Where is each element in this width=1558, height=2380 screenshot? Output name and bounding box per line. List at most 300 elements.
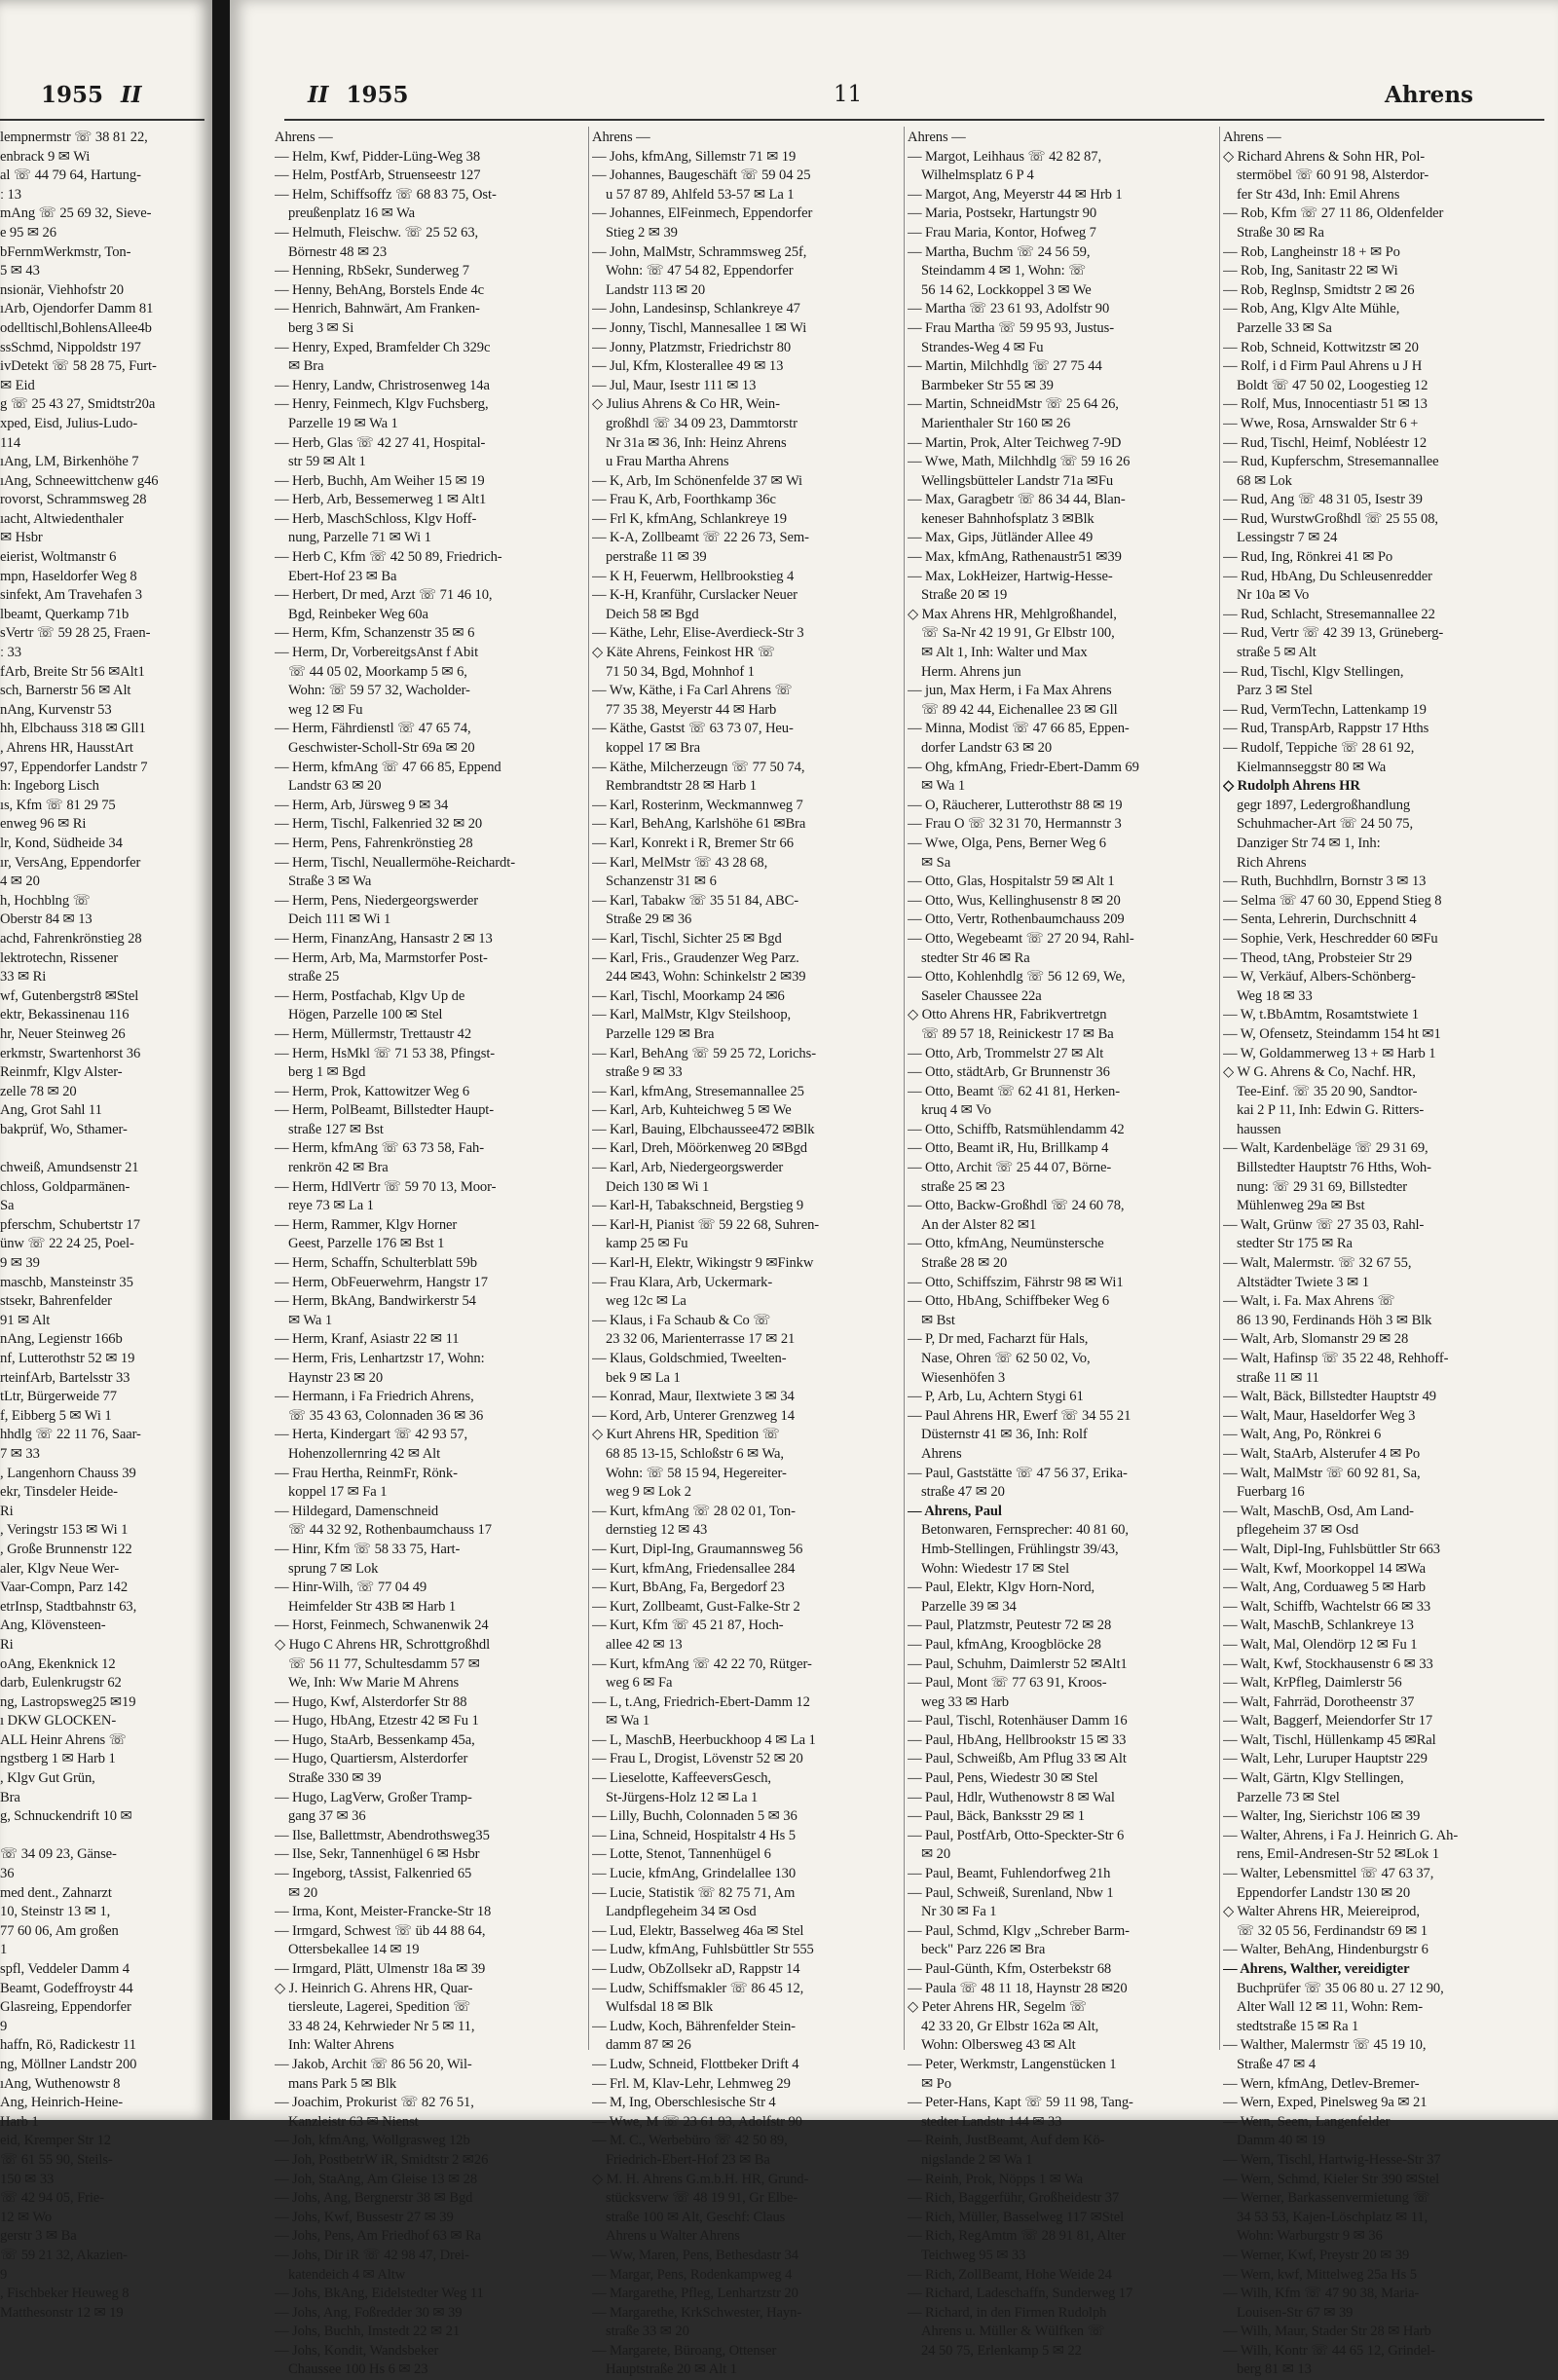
directory-entry-line: 9 (0, 2266, 8, 2283)
directory-entry-line: — Walt, Lehr, Luruper Hauptstr 229 (1223, 1751, 1428, 1767)
directory-entry-line: ː 13 (0, 186, 21, 203)
directory-entry-line: ngstberg 1 ✉ Harb 1 (0, 1751, 116, 1767)
directory-entry-line: Högen, Parzelle 100 ✉ Stel (288, 1007, 443, 1023)
directory-entry-line: ✉ Eid (0, 377, 35, 393)
directory-entry-line: — Walt, Maur, Haseldorfer Weg 3 (1223, 1407, 1416, 1424)
directory-entry-line: — Peter, Werkmstr, Langenstücken 1 (908, 2056, 1117, 2072)
directory-entry-line: nung, Parzelle 71 ✉ Wi 1 (288, 530, 431, 546)
directory-entry-line: Hmb-Stellingen, Frühlingstr 39/43, (921, 1541, 1119, 1557)
directory-entry-line: — Rob, Langheinstr 18 + ✉ Po (1223, 243, 1400, 260)
directory-entry-line: — Herm, kfmAng ☏ 63 73 58, Fah- (275, 1140, 484, 1157)
directory-entry-line: ✉ Sa (921, 854, 951, 871)
directory-entry-line: — Herm, PolBeamt, Billstedter Haupt- (275, 1102, 494, 1119)
directory-entry-line: — Paul, kfmAng, Kroogblöcke 28 (908, 1636, 1101, 1653)
directory-entry-line: — Henny, BehAng, Borstels Ende 4c (275, 281, 485, 298)
directory-entry-line: ◇ Max Ahrens HR, Mehlgroßhandel, (908, 606, 1117, 622)
directory-entry-line: — Richard, in den Firmen Rudolph (908, 2304, 1107, 2321)
directory-entry-line: bek 9 ✉ La 1 (606, 1369, 681, 1386)
directory-entry-line: etrInsp, Stadtbahnstr 63, (0, 1598, 137, 1615)
directory-entry-line: ☏ 44 05 02, Moorkamp 5 ✉ 6, (288, 663, 467, 680)
directory-entry-line: — Rich, RegAmtm ☏ 28 91 81, Alter (908, 2228, 1126, 2245)
directory-entry-line: — Lieselotte, KaffeeversGesch, (592, 1770, 771, 1787)
directory-entry-line: nung: ☏ 29 31 69, Billstedter (1237, 1178, 1408, 1195)
directory-entry-line: ✉ Bra (288, 358, 324, 375)
directory-entry-line: An der Alster 82 ✉1 (921, 1216, 1037, 1233)
directory-entry-line: Eppendorfer Landstr 130 ✉ 20 (1237, 1884, 1411, 1901)
directory-entry-line: — Walt, StaArb, Alsterufer 4 ✉ Po (1223, 1445, 1421, 1462)
directory-entry-line: — W, Goldammerweg 13 + ✉ Harb 1 (1223, 1045, 1436, 1061)
directory-entry-line: — Ludw, Schiffsmakler ☏ 86 45 12, (592, 1980, 804, 1996)
directory-entry-line: ıAng, LM, Birkenhöhe 7 (0, 454, 139, 470)
directory-entry-line: — Helm, PostfArb, Struenseestr 127 (275, 167, 481, 184)
directory-entry-line: stedtstraße 15 ✉ Ra 1 (1237, 2018, 1359, 2034)
directory-entry-line: gegr 1897, Ledergroßhandlung (1237, 797, 1411, 813)
directory-entry-line: — Senta, Lehrerin, Durchschnitt 4 (1223, 911, 1417, 928)
directory-entry-line: — W, Verkäuf, Albers-Schönberg- (1223, 969, 1416, 985)
directory-entry-line: — Kurt, BbAng, Fa, Bergedorf 23 (592, 1580, 785, 1596)
directory-entry-line: — Herm, Fris, Lenhartzstr 17, Wohn: (275, 1351, 485, 1366)
directory-entry-line: — Herm, HdlVertr ☏ 59 70 13, Moor- (275, 1178, 497, 1195)
directory-entry-line: — Ohg, kfmAng, Friedr-Ebert-Damm 69 (908, 759, 1139, 775)
directory-entry-line: — Henning, RbSekr, Sunderweg 7 (275, 263, 469, 279)
directory-entry-line: gerstr 3 ✉ Ba (0, 2228, 77, 2245)
directory-entry-line: — Ww, Käthe, i Fa Carl Ahrens ☏ (592, 683, 793, 699)
directory-entry-line: — Herm, Schaffn, Schulterblatt 59b (275, 1255, 477, 1272)
directory-entry-line: — Paul, Bäck, Banksstr 29 ✉ 1 (908, 1808, 1086, 1825)
directory-entry-line: berg 81 ✉ 13 (1237, 2361, 1312, 2378)
directory-entry-line: — Karl, BehAng, Karlshöhe 61 ✉Bra (592, 816, 806, 833)
directory-entry-line: — Karl, Rosterinm, Weckmannweg 7 (592, 797, 803, 813)
directory-entry-line: chweiß, Amundsenstr 21 (0, 1160, 139, 1176)
directory-entry-line: ☏ 32 05 56, Ferdinandstr 69 ✉ 1 (1237, 1922, 1428, 1939)
directory-entry-line: straße 11 ✉ 11 (1237, 1369, 1319, 1386)
directory-entry-line: Reinmfr, Klgv Alster- (0, 1064, 123, 1081)
directory-entry-line: oAng, Ekenknick 12 (0, 1655, 116, 1672)
directory-entry-line: nAng, Kurvenstr 53 (0, 701, 112, 718)
directory-entry-line: — Otto, Backw-Großhdl ☏ 24 60 78, (908, 1198, 1125, 1214)
directory-column-2 (592, 129, 900, 2380)
directory-entry-line: — Paul, Platzmstr, Peutestr 72 ✉ 28 (908, 1618, 1112, 1634)
directory-entry-line: — Johs, Kwf, Bussestr 27 ✉ 39 (275, 2209, 454, 2225)
directory-entry-line: dorfer Landstr 63 ✉ 20 (921, 740, 1053, 756)
directory-entry-line: — Frau O ☏ 32 31 70, Hermannstr 3 (908, 816, 1122, 833)
directory-entry-line: Ahrens — (908, 130, 966, 145)
directory-entry-line: — Margarethe, Pfleg, Lenhartzstr 20 (592, 2286, 798, 2302)
directory-entry-line: Friedrich-Ebert-Hof 23 ✉ Ba (606, 2151, 770, 2168)
directory-entry-line: 150 ✉ 33 (0, 2171, 55, 2187)
directory-entry-line: enweg 96 ✉ Ri (0, 816, 87, 833)
directory-entry-line: — Paul, Schmd, Klgv „Schreber Barm- (908, 1922, 1130, 1939)
directory-entry-line: — Rob, Schneid, Kottwitzstr ✉ 20 (1223, 339, 1419, 355)
directory-entry-line: — Herm, HsMkl ☏ 71 53 38, Pfingst- (275, 1045, 496, 1061)
directory-entry-line: — Wern, Exped, Pinelsweg 9a ✉ 21 (1223, 2095, 1428, 2111)
directory-entry-line: — Klaus, Goldschmied, Tweelten- (592, 1351, 787, 1366)
directory-entry-line: Rich Ahrens (1237, 854, 1307, 871)
directory-entry-line: wf, Gutenbergstr8 ✉Stel (0, 987, 139, 1004)
directory-entry-line: ır, VersAng, Eppendorfer (0, 854, 141, 871)
directory-entry-line: — Rudolf, Teppiche ☏ 28 61 92, (1223, 740, 1415, 756)
directory-entry-line: großhdl ☏ 34 09 23, Dammtorstr (606, 415, 798, 431)
directory-entry-line: — Walt, i. Fa. Max Ahrens ☏ (1223, 1293, 1395, 1310)
directory-entry-line: bFernmWerkmstr, Ton- (0, 243, 131, 260)
directory-entry-line: ✉ Hsbr (0, 530, 43, 546)
directory-entry-line: — Rud, Kupferschm, Stresemannallee (1223, 454, 1439, 470)
directory-entry-line: f, Eibberg 5 ✉ Wi 1 (0, 1407, 112, 1424)
directory-entry-line: — Herb, Buchh, Am Weiher 15 ✉ 19 (275, 472, 485, 489)
directory-entry-line: Deich 58 ✉ Bgd (606, 606, 699, 622)
directory-entry-line (0, 1139, 204, 1159)
directory-entry-line: — Otto, kfmAng, Neumünstersche (908, 1236, 1104, 1252)
directory-entry-line: — Walter, Ing, Sierichstr 106 ✉ 39 (1223, 1808, 1421, 1825)
directory-entry-line: — Martin, SchneidMstr ☏ 25 64 26, (908, 396, 1119, 413)
directory-entry-line: — Hugo, Quartiersm, Alsterdorfer (275, 1751, 468, 1767)
directory-entry-line: straße 5 ✉ Alt (1237, 645, 1317, 661)
directory-entry-line: — Ludw, ObZollsekr aD, Rappstr 14 (592, 1961, 800, 1977)
right-header-volume: II (308, 82, 329, 108)
directory-entry-line: dernstieg 12 ✉ 43 (606, 1522, 708, 1539)
directory-entry-line: Straße 28 ✉ 20 (921, 1255, 1008, 1272)
directory-entry-line: ng, Möllner Landstr 200 (0, 2056, 137, 2072)
directory-entry-line: — Ludw, Schneid, Flottbeker Drift 4 (592, 2056, 799, 2072)
directory-entry-line: — Henry, Feinmech, Klgv Fuchsberg, (275, 396, 489, 413)
directory-entry-line: Wohn: Wiedestr 17 ✉ Stel (921, 1560, 1070, 1577)
directory-entry-line: reye 73 ✉ La 1 (288, 1198, 374, 1214)
directory-entry-line: — Walt, Kwf, Stockhausenstr 6 ✉ 33 (1223, 1655, 1433, 1672)
page-surname-heading: Ahrens (1385, 82, 1473, 108)
directory-entry-line: — Otto, Arb, Trommelstr 27 ✉ Alt (908, 1045, 1104, 1061)
directory-entry-line: — Jonny, Tischl, Mannesallee 1 ✉ Wi (592, 319, 807, 336)
directory-entry-line: — Irma, Kont, Meister-Francke-Str 18 (275, 1904, 492, 1920)
directory-entry-line: al ☏ 44 79 64, Hartung- (0, 167, 141, 184)
directory-entry-line: We, Inh: Ww Marie M Ahrens (288, 1675, 460, 1692)
directory-entry-line: rovorst, Schrammsweg 28 (0, 492, 147, 508)
directory-entry-line: Ahrens u Walter Ahrens (606, 2228, 740, 2245)
directory-entry-line: — Walt, Grünw ☏ 27 35 03, Rahl- (1223, 1216, 1425, 1233)
directory-entry-line: — Lotte, Stenot, Tannenhügel 6 (592, 1846, 771, 1863)
directory-entry-line: Chaussee 100 Hs 6 ✉ 23 (288, 2361, 428, 2378)
directory-entry-line: Tee-Einf. ☏ 35 20 90, Sandtor- (1237, 1083, 1418, 1099)
directory-entry-line: eid, Kremper Str 12 (0, 2133, 112, 2149)
directory-entry-line: — Rich, ZollBeamt, Hohe Weide 24 (908, 2266, 1112, 2283)
directory-entry-line: 68 85 13-15, Schloßstr 6 ✉ Wa, (606, 1445, 784, 1462)
directory-entry-line: — Karl, Arb, Kuhteichweg 5 ✉ We (592, 1102, 792, 1119)
directory-entry-line: weg 33 ✉ Harb (921, 1693, 1009, 1710)
directory-entry-line: weg 12c ✉ La (606, 1293, 686, 1310)
directory-entry-line: Parzelle 19 ✉ Wa 1 (288, 415, 398, 431)
directory-entry-line: — Herbert, Dr med, Arzt ☏ 71 46 10, (275, 587, 493, 604)
book-gutter (212, 0, 230, 2120)
directory-entry-line: — Wwe, Olga, Pens, Berner Weg 6 (908, 835, 1106, 851)
directory-entry-line: Düsternstr 41 ✉ 36, Inh: Rolf (921, 1427, 1088, 1443)
directory-entry-line: med dent., Zahnarzt (0, 1884, 112, 1901)
directory-entry-line: — Walt, Gärtn, Klgv Stellingen, (1223, 1770, 1404, 1787)
directory-entry-line: — Joh, PostbetrW iR, Smidtstr 2 ✉26 (275, 2151, 489, 2168)
directory-entry-line: Deich 111 ✉ Wi 1 (288, 911, 391, 928)
directory-entry-line: stsekr, Bahrenfelder (0, 1293, 112, 1310)
directory-entry-line: ✉ Bst (921, 1312, 955, 1328)
directory-entry-line: ◇ Hugo C Ahrens HR, Schrottgroßhdl (275, 1636, 491, 1653)
directory-entry-line: ◇ Peter Ahrens HR, Segelm ☏ (908, 1999, 1088, 2016)
directory-entry-line: — Otto, städtArb, Gr Brunnenstr 36 (908, 1064, 1110, 1081)
directory-entry-line: Altstädter Twiete 3 ✉ 1 (1237, 1274, 1369, 1290)
directory-entry-line: Geest, Parzelle 176 ✉ Bst 1 (288, 1236, 445, 1252)
directory-entry-line: nAng, Legienstr 166b (0, 1331, 123, 1348)
directory-entry-line: 56 14 62, Lockkoppel 3 ✉ We (921, 281, 1092, 298)
directory-entry-line: ☏ 89 57 18, Reinickestr 17 ✉ Ba (921, 1025, 1114, 1042)
directory-entry-line: straße 25 ✉ 23 (921, 1178, 1005, 1195)
directory-entry-line: nsionär, Viehhofstr 20 (0, 281, 124, 298)
directory-entry-line: — Walt, Kardenbeläge ☏ 29 31 69, (1223, 1140, 1428, 1157)
directory-entry-line: Ahrens — (275, 130, 333, 145)
directory-entry-line: — Wern, Seem, Langenfelder (1223, 2113, 1391, 2130)
directory-entry-line: 33 ✉ Ri (0, 969, 47, 985)
directory-entry-line: Sa (0, 1198, 15, 1214)
directory-entry-line: stermöbel ☏ 60 91 98, Alsterdor- (1237, 167, 1429, 184)
directory-entry-line: — P, Dr med, Facharzt für Hals, (908, 1331, 1089, 1348)
directory-entry-line: — Rud, Ing, Rönkrei 41 ✉ Po (1223, 549, 1393, 566)
directory-entry-line: — Paul, Pens, Wiedestr 30 ✉ Stel (908, 1770, 1098, 1787)
directory-entry-line: 10, Steinstr 13 ✉ 1, (0, 1904, 111, 1920)
directory-entry-line: mpn, Haseldorfer Weg 8 (0, 568, 137, 584)
directory-entry-line: — Rolf, i d Firm Paul Ahrens u J H (1223, 358, 1423, 375)
directory-entry-line: Landstr 113 ✉ 20 (606, 281, 706, 298)
directory-entry-line: Straße 20 ✉ 19 (921, 587, 1008, 604)
directory-entry-line: — Käthe, Lehr, Elise-Averdieck-Str 3 (592, 625, 804, 642)
directory-entry-line: Ebert-Hof 23 ✉ Ba (288, 568, 397, 584)
directory-entry-line: berg 1 ✉ Bgd (288, 1064, 366, 1081)
directory-entry-line: 42 33 20, Gr Elbstr 162a ✉ Alt, (921, 2018, 1099, 2034)
directory-entry-line: — Rud, VermTechn, Lattenkamp 19 (1223, 701, 1427, 718)
directory-entry-line: 68 ✉ Lok (1237, 472, 1292, 489)
directory-entry-line: — Peter-Hans, Kapt ☏ 59 11 98, Tang- (908, 2095, 1133, 2111)
directory-entry-line: — Herta, Kindergart ☏ 42 93 57, (275, 1427, 468, 1443)
directory-entry-line: koppel 17 ✉ Bra (606, 740, 701, 756)
directory-entry-line: — Walter, Ahrens, i Fa J. Heinrich G. Ah- (1223, 1827, 1459, 1843)
directory-entry-line: — Henry, Exped, Bramfelder Ch 329c (275, 339, 491, 355)
directory-entry-line: — M, Ing, Oberschlesische Str 4 (592, 2095, 776, 2111)
directory-entry-line: Straße 3 ✉ Wa (288, 874, 372, 890)
directory-entry-line: — Johs, Buchh, Imstedt 22 ✉ 21 (275, 2324, 461, 2340)
directory-entry-line: 86 13 90, Ferdinands Höh 3 ✉ Blk (1237, 1312, 1432, 1328)
directory-entry-line: Ahrens — (592, 130, 650, 145)
directory-entry-line: — Joh, kfmAng, Wollgrasweg 12b (275, 2133, 470, 2149)
directory-entry-line: hhdlg ☏ 22 11 76, Saar- (0, 1427, 141, 1443)
directory-entry-line: Wilhelmsplatz 6 P 4 (921, 167, 1034, 184)
directory-entry-line: — Jonny, Platzmstr, Friedrichstr 80 (592, 339, 792, 355)
directory-entry-line: ☏ 42 94 05, Frie- (0, 2190, 104, 2207)
directory-entry-line: — Rud, Vertr ☏ 42 39 13, Grüneberg- (1223, 625, 1444, 642)
directory-entry-line: — Frau Maria, Kontor, Hofweg 7 (908, 224, 1096, 241)
directory-entry-line: achd, Fahrenkrönstieg 28 (0, 930, 142, 947)
directory-entry-line: ◇ M. H. Ahrens G.m.b.H. HR, Grund- (592, 2171, 809, 2187)
directory-entry-line: Danziger Str 74 ✉ 1, Inh: (1237, 835, 1381, 851)
directory-entry-line: — K-H, Kranführ, Curslacker Neuer (592, 587, 798, 604)
directory-entry-line: — Herb, Glas ☏ 42 27 41, Hospital- (275, 434, 486, 451)
directory-entry-line: Inh: Walter Ahrens (288, 2037, 394, 2054)
directory-entry-line: Wohn: Warburgstr 9 ✉ 36 (1237, 2228, 1383, 2245)
directory-entry-line: stedter Str 175 ✉ Ra (1237, 1236, 1353, 1252)
directory-entry-line: — John, Landesinsp, Schlankreye 47 (592, 301, 800, 317)
directory-entry-line: — Frau K, Arb, Foorthkamp 36c (592, 492, 776, 508)
directory-entry-line: — Frau Martha ☏ 59 95 93, Justus- (908, 319, 1114, 336)
directory-entry-line: sprung 7 ✉ Lok (288, 1560, 379, 1577)
directory-entry-line: — Wilh, Maur, Stader Str 28 ✉ Harb (1223, 2324, 1431, 2340)
directory-entry-line: — Lucie, Statistik ☏ 82 75 71, Am (592, 1884, 796, 1901)
directory-entry-line: — Jakob, Archit ☏ 86 56 20, Wil- (275, 2056, 472, 2072)
directory-entry-line: — Otto, Glas, Hospitalstr 59 ✉ Alt 1 (908, 874, 1115, 890)
directory-entry-line: ◇ Kurt Ahrens HR, Spedition ☏ (592, 1427, 780, 1443)
directory-entry-line: — Frl. M, Klav-Lehr, Lehmweg 29 (592, 2075, 791, 2092)
directory-entry-line: — O, Räucherer, Lutterothstr 88 ✉ 19 (908, 797, 1123, 813)
directory-entry-line: ☏ 59 21 32, Akazien- (0, 2247, 128, 2263)
directory-entry-line: — Paul, Schweiß, Surenland, Nbw 1 (908, 1884, 1114, 1901)
directory-entry-line: ☏ 34 09 23, Gänse- (0, 1846, 117, 1863)
directory-entry-line: Ri (0, 1503, 14, 1519)
directory-entry-line: — Walter, BehAng, Hindenburgstr 6 (1223, 1942, 1428, 1958)
directory-entry-line: — Henry, Landw, Christrosenweg 14a (275, 377, 490, 393)
directory-entry-line: — Johs, Dir iR ☏ 42 98 47, Drei- (275, 2247, 469, 2263)
directory-entry-line: Beamt, Godeffroystr 44 (0, 1980, 133, 1996)
directory-entry-line: — Herm, Pens, Niedergeorgswerder (275, 892, 479, 909)
directory-entry-line: — Ludw, Koch, Bährenfelder Stein- (592, 2018, 796, 2034)
directory-entry-line: Kielmannseggstr 80 ✉ Wa (1237, 759, 1387, 775)
directory-entry-line: , Große Brunnenstr 122 (0, 1541, 132, 1557)
left-header-volume: II (121, 82, 142, 108)
directory-entry-line: — Herm, Arb, Ma, Marmstorfer Post- (275, 949, 488, 966)
directory-entry-line: — Margarete, Büroang, Ottenser (592, 2342, 777, 2359)
directory-entry-line: — Otto, Beamt iR, Hu, Brillkamp 4 (908, 1140, 1109, 1157)
directory-entry-line: bakprüf, Wo, Sthamer- (0, 1121, 128, 1137)
directory-entry-line: — Karl, Tischl, Sichter 25 ✉ Bgd (592, 930, 782, 947)
directory-entry-line: Harb 1 (0, 2113, 39, 2130)
directory-entry-line: ıArb, Ojendorfer Damm 81 (0, 301, 154, 317)
directory-entry-line: — Walt, MaschB, Schlankreye 13 (1223, 1618, 1414, 1634)
directory-entry-line: zelle 78 ✉ 20 (0, 1083, 77, 1099)
directory-entry-line: — Richard, Ladeschaffn, Sunderweg 17 (908, 2286, 1133, 2302)
directory-entry-line: — M. C., Werbebüro ☏ 42 50 89, (592, 2133, 788, 2149)
directory-entry-line: — Paul Ahrens HR, Ewerf ☏ 34 55 21 (908, 1407, 1131, 1424)
directory-entry-line: ıs, Kfm ☏ 81 29 75 (0, 797, 116, 813)
directory-entry-line: — Wern, kfmAng, Detlev-Bremer- (1223, 2075, 1420, 2092)
directory-entry-line: — Herm, Müllermstr, Trettaustr 42 (275, 1025, 472, 1042)
directory-entry-line: u 57 87 89, Ahlfeld 53-57 ✉ La 1 (606, 186, 795, 203)
directory-entry-line: eierist, Woltmanstr 6 (0, 549, 117, 566)
directory-entry-line: — Margot, Leihhaus ☏ 42 82 87, (908, 148, 1102, 165)
directory-entry-line: Nr 30 ✉ Fa 1 (921, 1904, 997, 1920)
directory-entry-line: — P, Arb, Lu, Achtern Stygi 61 (908, 1389, 1084, 1405)
directory-entry-line: — Walt, Malermstr. ☏ 32 67 55, (1223, 1255, 1412, 1272)
directory-entry-line: — Hugo, StaArb, Bessenkamp 45a, (275, 1731, 475, 1748)
directory-entry-line: — Karl, Tabakw ☏ 35 51 84, ABC- (592, 892, 799, 909)
directory-entry-line: — Kurt, kfmAng, Friedensallee 284 (592, 1560, 796, 1577)
directory-entry-line: Straße 29 ✉ 36 (606, 911, 692, 928)
directory-entry-line: — Paula ☏ 48 11 18, Haynstr 28 ✉20 (908, 1980, 1128, 1996)
directory-entry-line: ◇ J. Heinrich G. Ahrens HR, Quar- (275, 1980, 473, 1996)
directory-entry-line: Haynstr 23 ✉ 20 (288, 1369, 384, 1386)
directory-entry-line: — K-A, Zollbeamt ☏ 22 26 73, Sem- (592, 530, 809, 546)
directory-entry-line: Kanzleistr 63 ✉ Nienst (288, 2113, 419, 2130)
left-header-rule (0, 119, 204, 121)
directory-entry-line: 77 60 06, Am großen (0, 1922, 119, 1939)
directory-entry-line: — Walt, Tischl, Hüllenkamp 45 ✉Ral (1223, 1731, 1436, 1748)
directory-entry-line: — Werner, Kwf, Preystr 20 ✉ 39 (1223, 2247, 1410, 2263)
directory-entry-line: Nase, Ohren ☏ 62 50 02, Vo, (921, 1351, 1091, 1366)
directory-entry-line: — Rud, Tischl, Heimf, Nobléestr 12 (1223, 434, 1428, 451)
directory-entry-line: nf, Lutterothstr 52 ✉ 19 (0, 1351, 135, 1366)
directory-entry-line: — Paul, PostfArb, Otto-Speckter-Str 6 (908, 1827, 1125, 1843)
directory-entry-line: ☏ 35 43 63, Colonnaden 36 ✉ 36 (288, 1407, 484, 1424)
directory-entry-line: — Otto, Beamt ☏ 62 41 81, Herken- (908, 1083, 1121, 1099)
directory-entry-line: , Ahrens HR, HausstArt (0, 740, 133, 756)
directory-entry-line: — Paul, Schweißb, Am Pflug 33 ✉ Alt (908, 1751, 1127, 1767)
directory-entry-line: ☏ 56 11 77, Schultesdamm 57 ✉ (288, 1655, 480, 1672)
directory-entry-line: — K, Arb, Im Schönenfelde 37 ✉ Wi (592, 472, 802, 489)
directory-entry-line: ◇ Walter Ahrens HR, Meiereiprod, (1223, 1904, 1420, 1920)
directory-entry-line: — Karl, Fris., Graudenzer Weg Parz. (592, 949, 799, 966)
directory-entry-line: — Karl, Dreh, Möörkenweg 20 ✉Bgd (592, 1140, 808, 1157)
directory-entry-line: Wiesenhöfen 3 (921, 1369, 1006, 1386)
directory-entry-line: ✉ Wa 1 (921, 778, 966, 795)
directory-entry-line: — Walt, Schiffb, Wachtelstr 66 ✉ 33 (1223, 1598, 1431, 1615)
directory-entry-line: — Karl, MelMstr ☏ 43 28 68, (592, 854, 768, 871)
directory-entry-line: Barmbeker Str 55 ✉ 39 (921, 377, 1054, 393)
directory-entry-line: — Walt, MalMstr ☏ 60 92 81, Sa, (1223, 1465, 1421, 1481)
directory-entry-line: — Herb C, Kfm ☏ 42 50 89, Friedrich- (275, 549, 502, 566)
directory-entry-line: ✉ Po (921, 2075, 951, 2092)
directory-entry-line: Börnestr 48 ✉ 23 (288, 243, 388, 260)
directory-entry-line: Ang, Grot Sahl 11 (0, 1102, 102, 1119)
directory-entry-line: h, Hochblng ☏ (0, 892, 91, 909)
directory-entry-line: — Walt, MaschB, Osd, Am Land- (1223, 1503, 1414, 1519)
directory-entry-line: — Herm, FinanzAng, Hansastr 2 ✉ 13 (275, 930, 493, 947)
directory-entry-line: — Otto, Schiffszim, Fährstr 98 ✉ Wi1 (908, 1274, 1124, 1290)
directory-entry-line: — K H, Feuerwm, Hellbrookstieg 4 (592, 568, 795, 584)
directory-entry-line: Saseler Chaussee 22a (921, 987, 1042, 1004)
directory-entry-line: — Karl, Bauing, Elbchaussee472 ✉Blk (592, 1121, 815, 1137)
directory-entry-line: maschb, Mansteinstr 35 (0, 1274, 133, 1290)
directory-entry-line: — Rob, Kfm ☏ 27 11 86, Oldenfelder (1223, 205, 1444, 222)
directory-entry-line: Ri (0, 1636, 14, 1653)
directory-entry-line: — Paul, Hdlr, Wuthenowstr 8 ✉ Wal (908, 1789, 1115, 1805)
directory-entry-line: — Karl, Arb, Niedergeorgswerder (592, 1160, 784, 1176)
directory-entry-line: ◇ Käte Ahrens, Feinkost HR ☏ (592, 645, 776, 661)
directory-entry-line: Straße 30 ✉ Ra (1237, 224, 1324, 241)
directory-entry-line: ☏ 44 32 92, Rothenbaumchauss 17 (288, 1522, 492, 1539)
directory-entry-line: straße 100 ✉ Alt, Geschf: Claus (606, 2209, 786, 2225)
directory-entry-line: — Hugo, Kwf, Alsterdorfer Str 88 (275, 1693, 467, 1710)
directory-entry-line: ALL Heinr Ahrens ☏ (0, 1731, 127, 1748)
directory-entry-line: 77 35 38, Meyerstr 44 ✉ Harb (606, 701, 777, 718)
directory-entry-line: — Kord, Arb, Unterer Grenzweg 14 (592, 1407, 795, 1424)
directory-entry-line: — Irmgard, Schwest ☏ üb 44 88 64, (275, 1922, 486, 1939)
directory-entry-line: pflegeheim 37 ✉ Osd (1237, 1522, 1359, 1539)
directory-entry-line: Ang, Heinrich-Heine- (0, 2095, 124, 2111)
directory-entry-line: — Rud, Ang ☏ 48 31 05, Isestr 39 (1223, 492, 1423, 508)
directory-entry-line: ☏ 61 55 90, Steils- (0, 2151, 113, 2168)
directory-entry-line: — Herm, Postfachab, Klgv Up de (275, 987, 465, 1004)
directory-entry-line: — John, MalMstr, Schrammsweg 25f, (592, 243, 807, 260)
directory-entry-line: allee 42 ✉ 13 (606, 1636, 683, 1653)
directory-entry-line: koppel 17 ✉ Fa 1 (288, 1484, 388, 1501)
page-number: 11 (834, 82, 863, 107)
directory-entry-line: — Theod, tAng, Probsteier Str 29 (1223, 949, 1412, 966)
directory-entry-line: ✉ 20 (921, 1846, 951, 1863)
directory-entry-line: Straße 330 ✉ 39 (288, 1770, 382, 1787)
directory-entry-line: lbeamt, Querkamp 71b (0, 606, 130, 622)
directory-entry-line: — Frau Hertha, ReinmFr, Rönk- (275, 1465, 458, 1481)
directory-entry-line: — Hildegard, Damenschneid (275, 1503, 439, 1519)
directory-entry-line: Marienthaler Str 160 ✉ 26 (921, 415, 1071, 431)
